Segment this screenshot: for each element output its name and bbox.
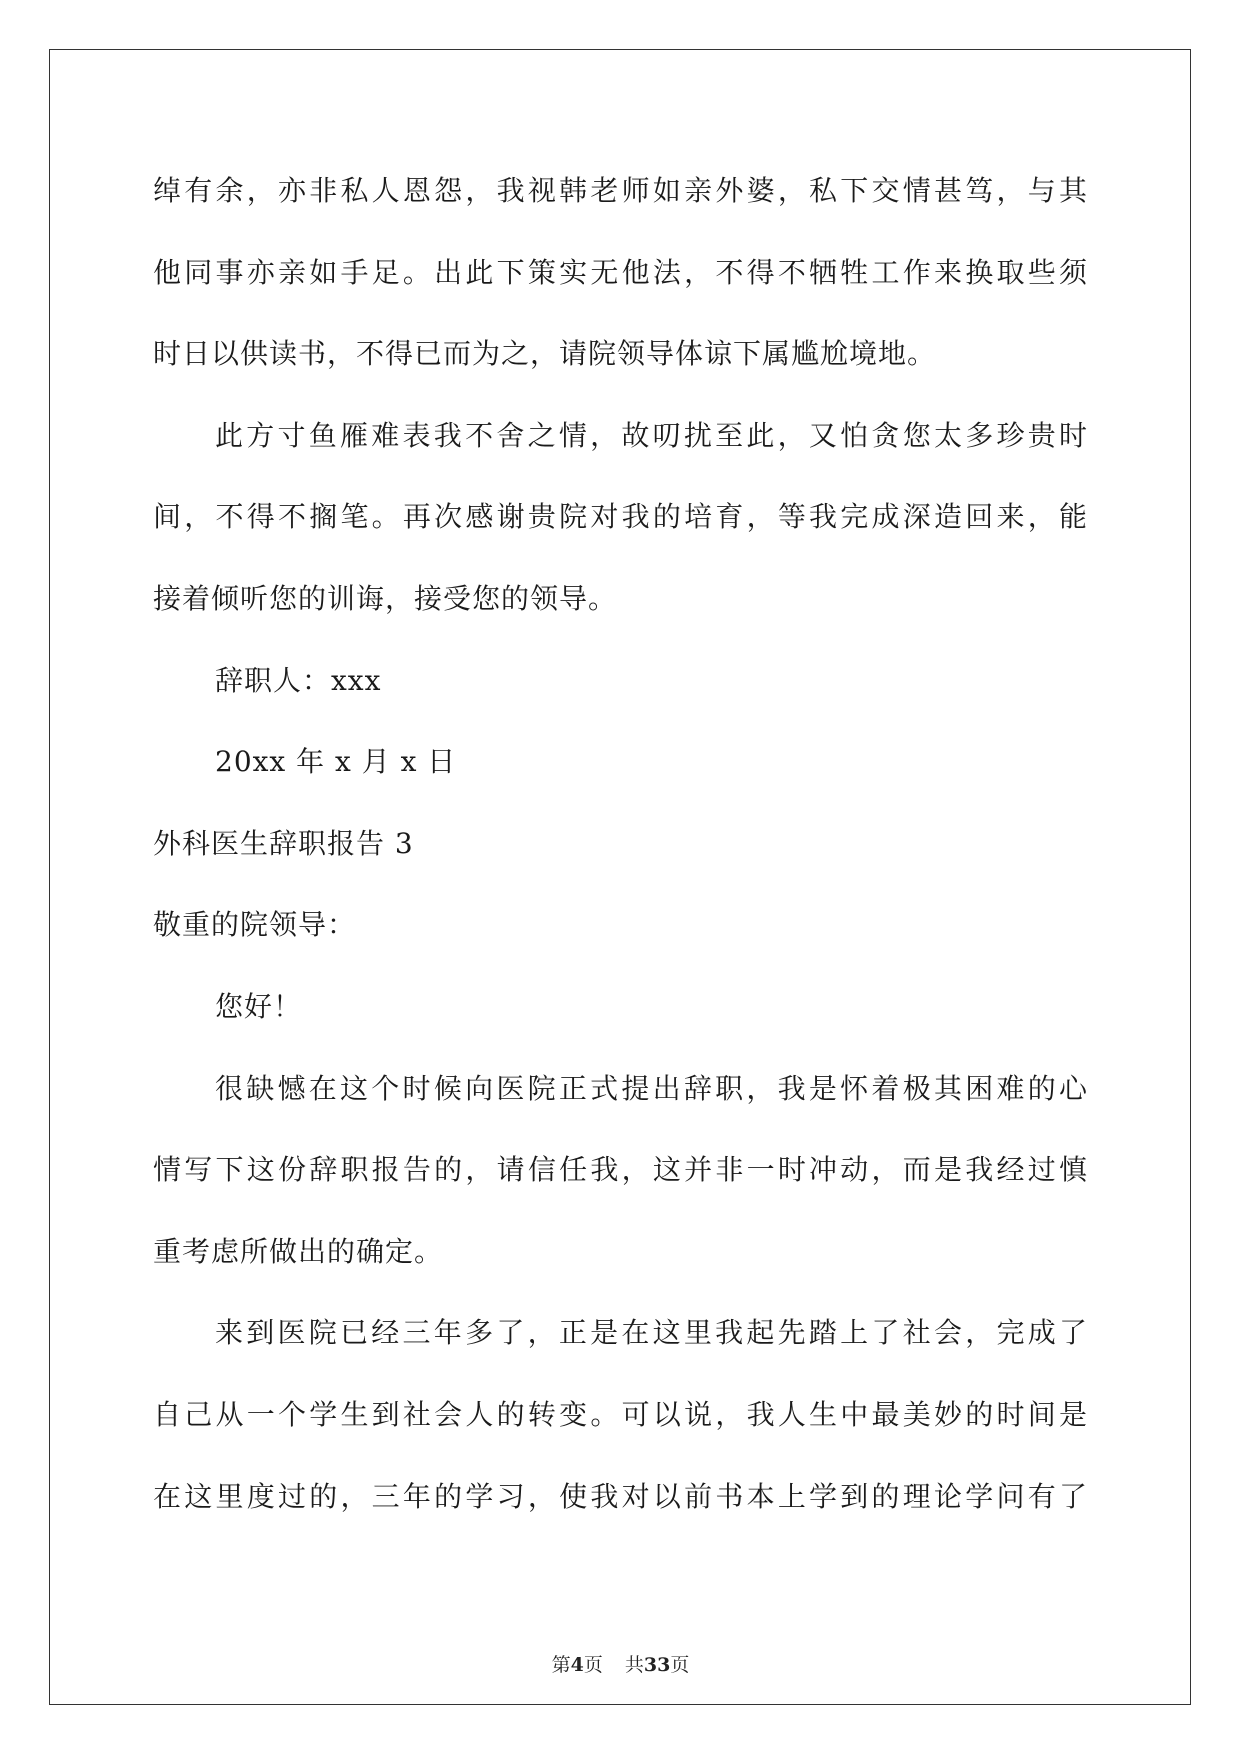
text-line: 此方寸鱼雁难表我不舍之情，故叨扰至此，又怕贪您太多珍贵时 [215,418,1088,452]
text-line: 他同事亦亲如手足。出此下策实无他法，不得不牺牲工作来换取些须 [153,255,1088,289]
page-footer [0,1650,1241,1677]
text-line: 自己从一个学生到社会人的转变。可以说，我人生中最美妙的时间是 [153,1397,1088,1431]
total-page-count: 33 [643,1654,671,1676]
text-line: 外科医生辞职报告 3 [153,826,414,860]
text-line: 20xx 年 x 月 x 日 [215,745,457,779]
current-page-number: 4 [570,1654,584,1676]
text-line: 间，不得不搁笔。再次感谢贵院对我的培育，等我完成深造回来，能 [153,500,1088,534]
text-line: 很缺憾在这个时候向医院正式提出辞职，我是怀着极其困难的心 [215,1071,1088,1105]
text-line: 重考虑所做出的确定。 [153,1234,444,1268]
text-line: 您好！ [215,989,303,1023]
text-line: 敬重的院领导： [153,908,357,942]
total-suffix: 页 [670,1654,690,1676]
document-body [153,150,1088,1537]
text-line: 来到医院已经三年多了，正是在这里我起先踏上了社会，完成了 [215,1316,1088,1350]
page-prefix: 第 [551,1654,571,1676]
total-prefix: 共 [624,1654,644,1676]
text-line: 时日以供读书，不得已而为之，请院领导体谅下属尴尬境地。 [153,337,937,371]
page-suffix: 页 [583,1654,603,1676]
text-line: 接着倾听您的训诲，接受您的领导。 [153,581,618,615]
text-line: 绰有余，亦非私人恩怨，我视韩老师如亲外婆，私下交情甚笃，与其 [153,174,1088,207]
text-line: 辞职人：xxx [215,663,382,697]
text-line: 情写下这份辞职报告的，请信任我，这并非一时冲动，而是我经过慎 [153,1153,1088,1187]
text-line: 在这里度过的，三年的学习，使我对以前书本上学到的理论学问有了 [153,1479,1088,1513]
